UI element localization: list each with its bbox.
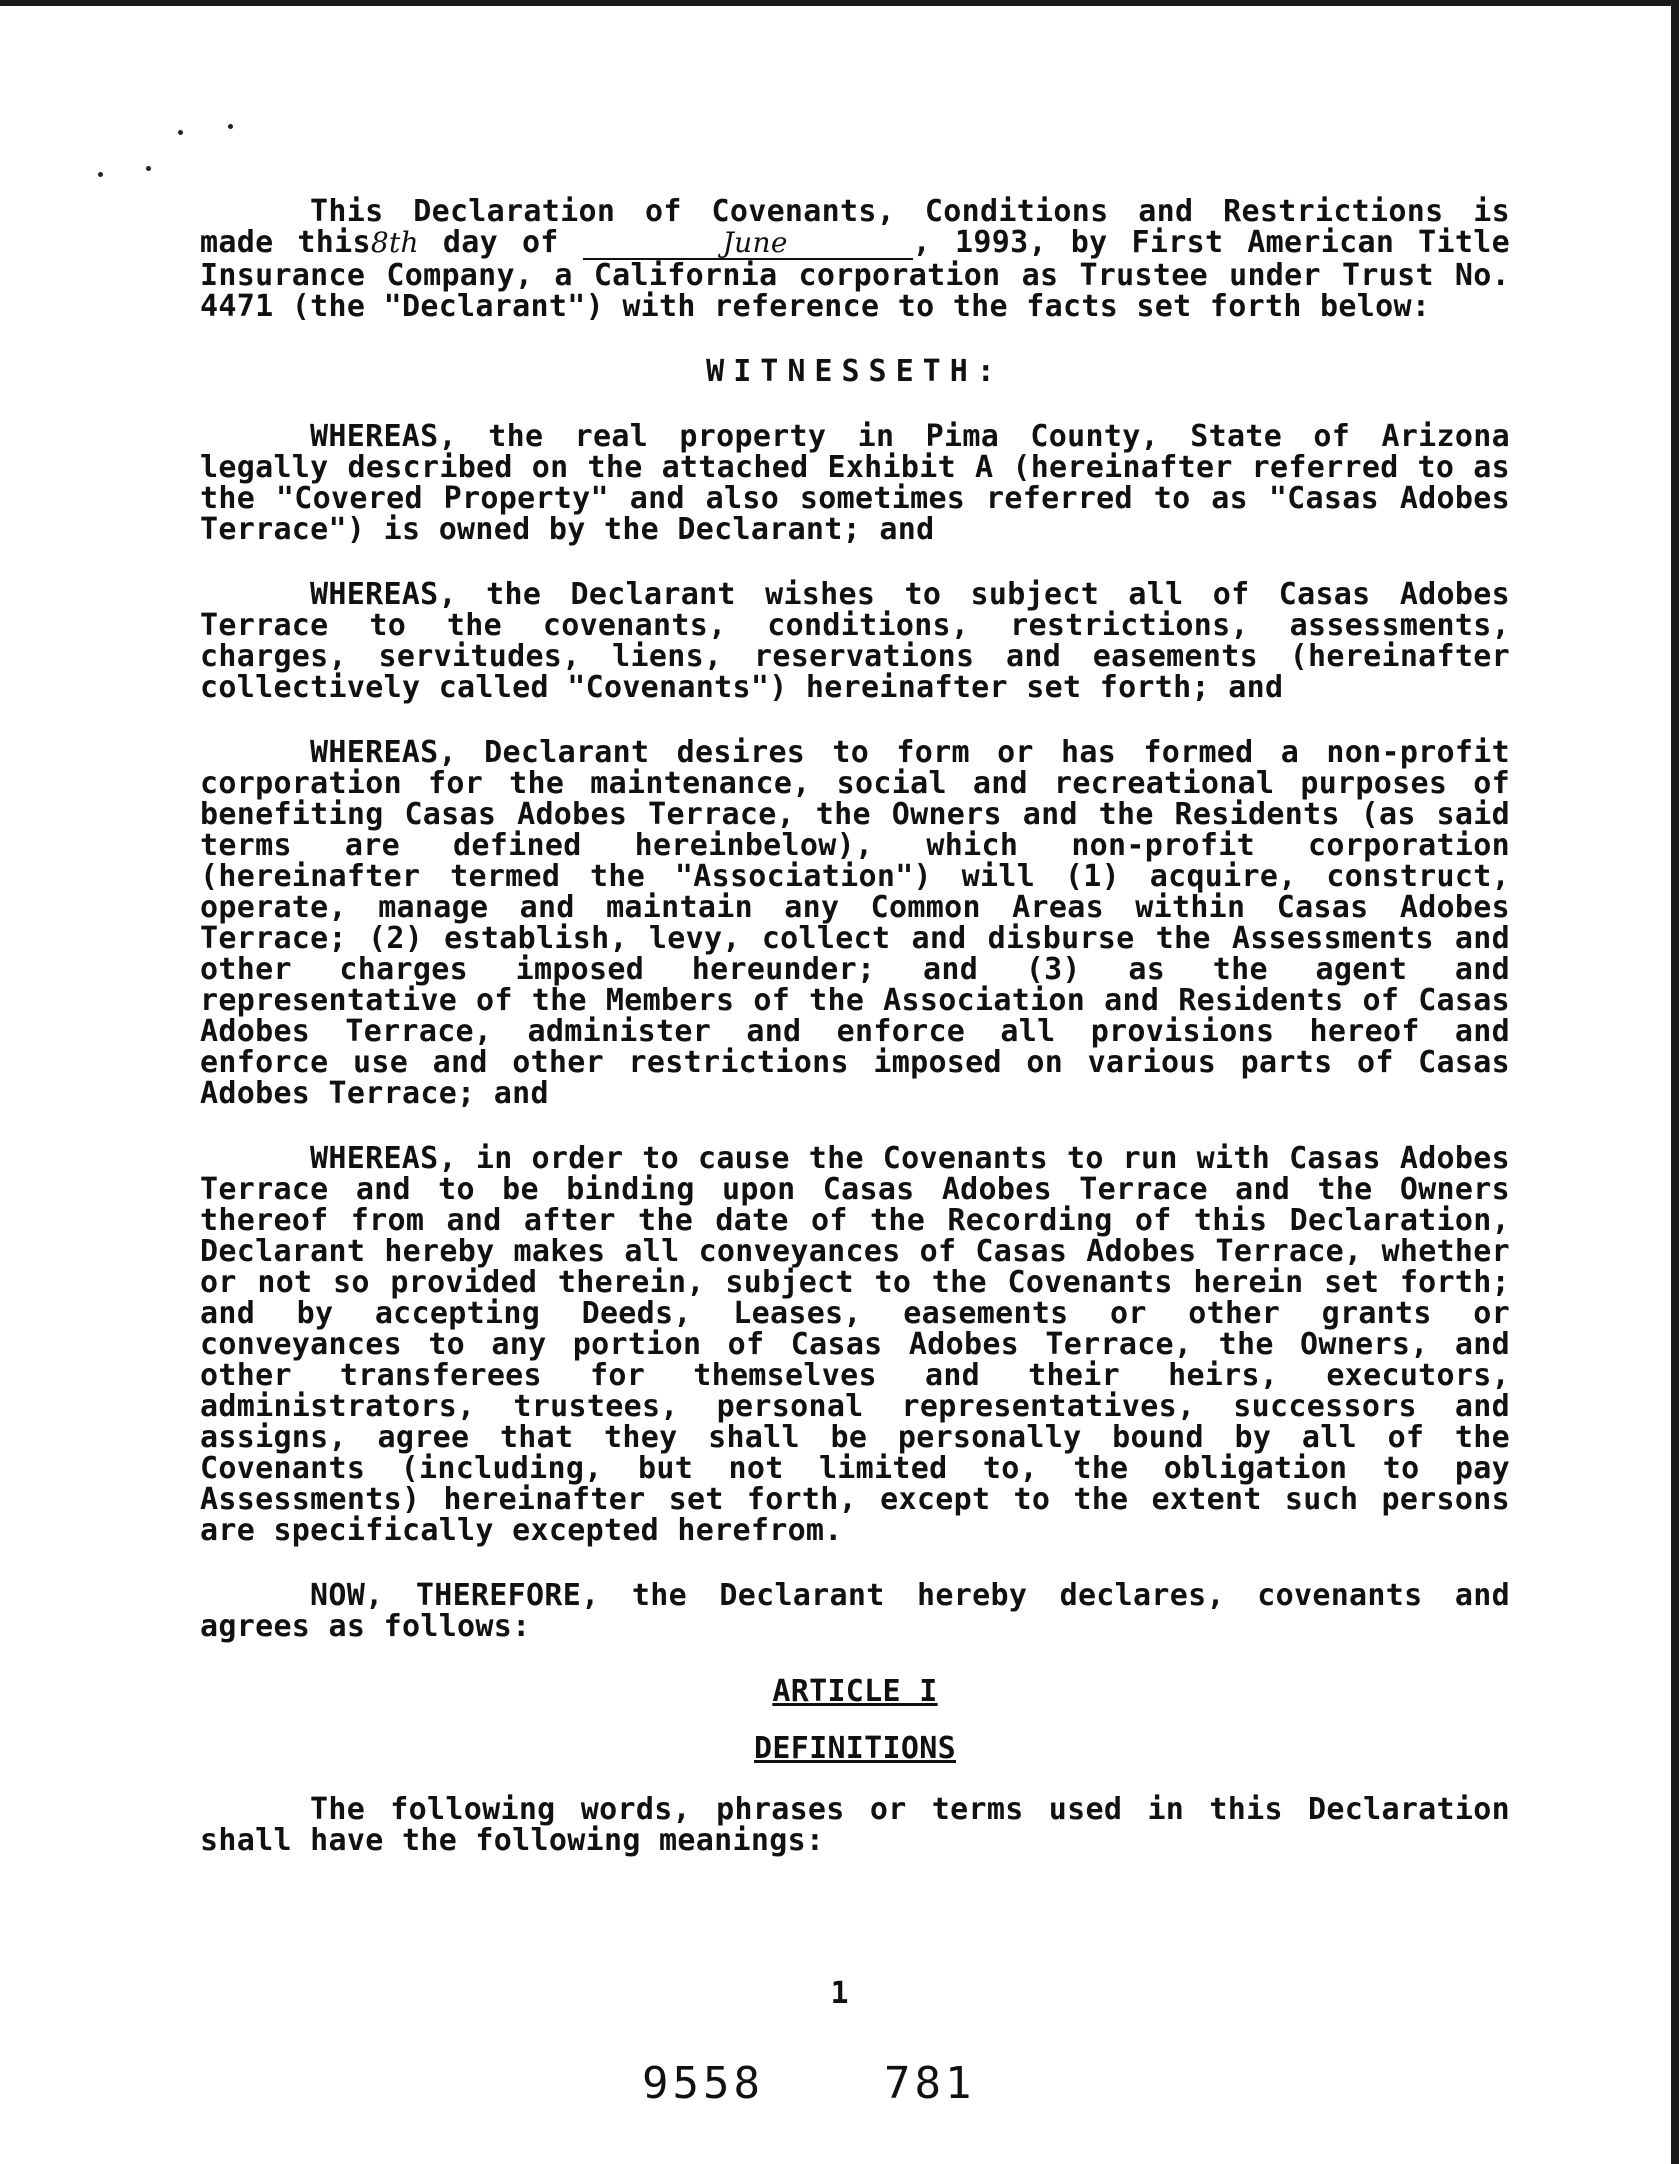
definitions-heading: DEFINITIONS — [754, 1731, 956, 1766]
definitions-intro-paragraph: The following words, phrases or terms used in this Declaration shall have the following meanings: — [200, 1792, 1510, 1858]
article-heading: ARTICLE I — [772, 1674, 938, 1709]
scan-edge-right — [1671, 0, 1679, 2164]
scan-speck — [146, 166, 151, 171]
page-number: 1 — [830, 1976, 849, 2011]
intro-line-start: This Declaration of Covenants, Conditions and Restrictions is made this — [200, 194, 1510, 260]
whereas-paragraph-4: WHEREAS, in order to cause the Covenants to run with Casas Adobes Terrace and to be binding upon Casas Adobes Terrace and the Owners thereof from and after the date of the Recording of this Declaration, Declarant hereby makes all conveyances of Casas Adobes Terrace, whether or not so provided therein, subject to the Covenants herein set forth; and by accepting Deeds, Leases, easements or other grants or conveyances to any portion of Casas Adobes Terrace, the Owners, and other transferees for themselves and their heirs, executors, administrators, trustees, personal representatives, successors and assigns, agree that they shall be personally bound by all of the Covenants (including, but not limited to, the obligation to pay Assessments) hereinafter set forth, except to the extent such persons are specifically excepted herefrom. — [200, 1141, 1510, 1548]
scan-speck — [98, 172, 103, 177]
recording-stamp-right: 781 — [884, 2058, 976, 2109]
whereas-paragraph-2: WHEREAS, the Declarant wishes to subject all of Casas Adobes Terrace to the covenants, conditions, restrictions, assessments, charges, servitudes, liens, reservations and easements (hereinafter collectively called "Covenants") hereinafter set forth; and — [200, 577, 1510, 705]
scan-speck — [178, 130, 183, 135]
whereas-paragraph-3: WHEREAS, Declarant desires to form or has formed a non-profit corporation for the maintenance, social and recreational purposes of benefiting Casas Adobes Terrace, the Owners and the Residents (as said terms are defined hereinbelow), which non-profit corporation (hereinafter termed the "Association") will (1) acquire, construct, operate, manage and maintain any Common Areas within Casas Adobes Terrace; (2) establish, levy, collect and disburse the Assessments and other charges imposed hereunder; and (3) as the agent and representative of the Members of the Association and Residents of Casas Adobes Terrace, administer and enforce all provisions hereof and enforce use and other restrictions imposed on various parts of Casas Adobes Terrace; and — [200, 735, 1510, 1111]
intro-rest: , 1993, by First American Title Insurance Company, a California corporation as Trustee under Trust No. 4471 (the "Declarant") with reference to the facts set forth below: — [200, 225, 1510, 324]
handwritten-month: June — [722, 226, 788, 259]
recording-stamp-left: 9558 — [642, 2058, 764, 2109]
intro-paragraph — [200, 196, 1510, 322]
document-body — [200, 196, 1510, 1890]
intro-day-of: day of — [442, 225, 559, 260]
whereas-paragraph-1: WHEREAS, the real property in Pima County, State of Arizona legally described on the attached Exhibit A (hereinafter referred to as the "Covered Property" and also sometimes referred to as "Casas Adobes Terrace") is owned by the Declarant; and — [200, 419, 1510, 547]
handwritten-day: 8th — [370, 226, 419, 259]
now-therefore-paragraph: NOW, THEREFORE, the Declarant hereby declares, covenants and agrees as follows: — [200, 1578, 1510, 1644]
witnesseth-heading: WITNESSETH: — [706, 354, 1004, 389]
scan-speck — [228, 124, 233, 129]
scan-edge-top — [0, 0, 1679, 6]
